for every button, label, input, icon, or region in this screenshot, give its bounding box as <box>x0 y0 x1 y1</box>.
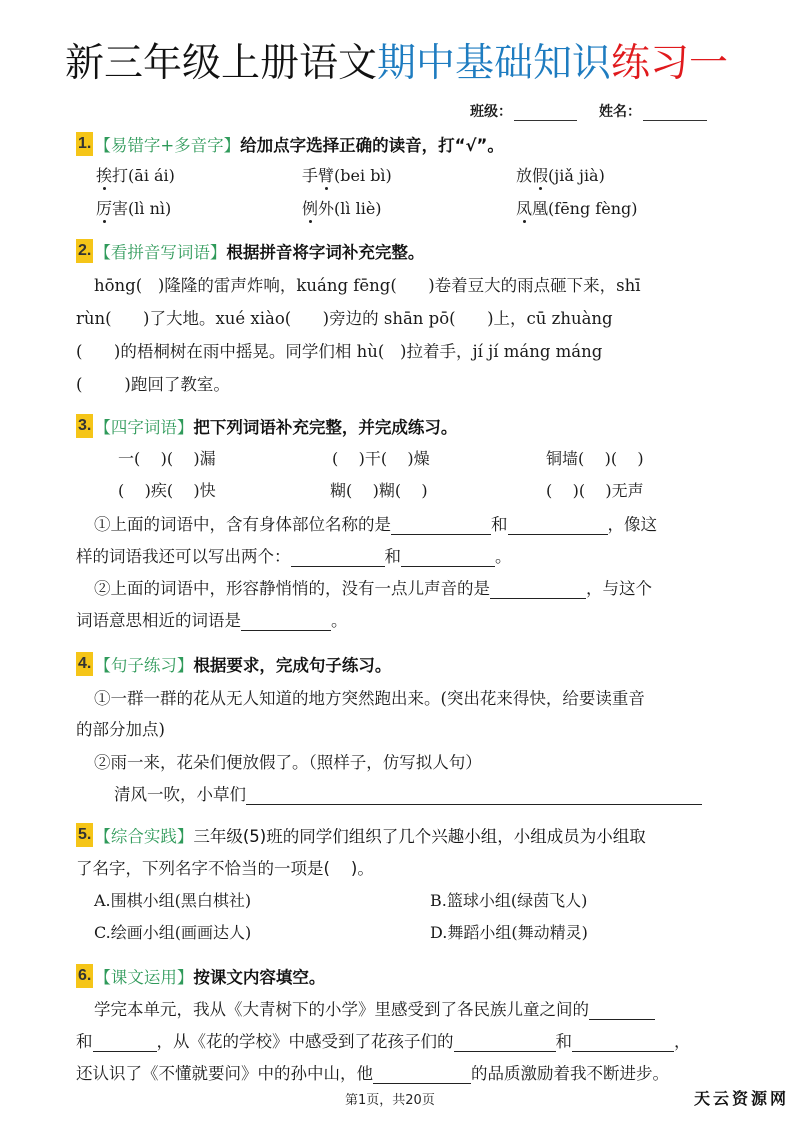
q2-line-2[interactable]: rùn( )了大地。xué xiào( )旁边的 shān pō( )上，cū zhuàng <box>76 309 613 328</box>
dotted-char: 例 <box>302 199 319 218</box>
dotted-char: 厉 <box>96 199 113 218</box>
question-number: 3. <box>76 414 93 438</box>
option-c[interactable]: C.绘画小组(画画达人) <box>94 923 252 942</box>
idiom-1[interactable]: 一( )( )漏 <box>118 449 216 468</box>
answer-blank[interactable] <box>589 1002 655 1020</box>
q2-line-4[interactable]: ( )跑回了教室。 <box>76 375 230 394</box>
question-header <box>76 651 721 677</box>
answer-blank[interactable] <box>401 549 495 567</box>
question-instruction: 给加点字选择正确的读音，打“√”。 <box>240 136 504 155</box>
q3-sub1-line2: 样的词语我还可以写出两个： 和 。 <box>76 547 512 566</box>
q3-sub2-line2: 词语意思相近的词语是 。 <box>76 611 348 630</box>
idiom-5[interactable]: 糊( )糊( ) <box>330 481 428 500</box>
dotted-char: 挨 <box>96 166 113 185</box>
option-d[interactable]: D.舞蹈小组(舞动精灵) <box>430 923 588 942</box>
idiom-2[interactable]: ( )干( )燥 <box>332 449 430 468</box>
answer-blank[interactable] <box>93 1034 157 1052</box>
q1-item-2: 手臂(bei bì) <box>302 166 392 185</box>
q4-sub2: ②雨一来，花朵们便放假了。（照样子，仿写拟人句） <box>94 753 482 772</box>
class-label: 班级： <box>470 104 512 120</box>
question-number: 5. <box>76 823 93 847</box>
idiom-3[interactable]: 铜墙( )( ) <box>546 449 644 468</box>
question-number: 4. <box>76 652 93 676</box>
q1-item-1: 挨打(āi ái) <box>96 166 175 185</box>
question-header <box>76 413 721 439</box>
question-tag: 【易错字+多音字】 <box>94 136 241 155</box>
option-b[interactable]: B.篮球小组(绿茵飞人) <box>430 891 588 910</box>
answer-blank[interactable] <box>246 787 702 805</box>
question-header <box>76 238 721 264</box>
pinyin-options[interactable]: (fēng fèng) <box>548 199 638 218</box>
pinyin-options[interactable]: (jiǎ jià) <box>548 166 605 185</box>
q3-sub2-line1: ②上面的词语中，形容静悄悄的，没有一点儿声音的是 ，与这个 <box>94 579 652 598</box>
q4-sub1-cont: 的部分加点) <box>76 720 165 739</box>
title-part-1: 新三年级上册语文 <box>64 41 377 86</box>
answer-blank[interactable] <box>391 517 491 535</box>
answer-blank[interactable] <box>373 1066 471 1084</box>
answer-blank[interactable] <box>490 581 586 599</box>
q4-sub2-answer: 清风一吹，小草们 <box>114 781 702 805</box>
class-field[interactable] <box>514 105 577 121</box>
question-instruction: 根据拼音将字词补充完整。 <box>226 243 425 262</box>
q1-item-5: 例外(lì liè) <box>302 199 382 218</box>
page-title <box>0 40 793 88</box>
q3-sub1-line1: ①上面的词语中，含有身体部位名称的是 和 ，像这 <box>94 515 657 534</box>
question-4 <box>76 651 721 677</box>
title-part-2: 期中基础知识 <box>376 41 611 86</box>
question-number: 6. <box>76 964 93 988</box>
question-instruction: 把下列词语补充完整，并完成练习。 <box>193 418 458 437</box>
question-5 <box>76 822 721 848</box>
question-tag: 【课文运用】 <box>94 968 194 987</box>
question-1 <box>76 131 721 157</box>
answer-blank[interactable] <box>291 549 385 567</box>
question-tag: 【综合实践】 <box>94 827 194 846</box>
question-header <box>76 131 721 157</box>
question-instruction: 按课文内容填空。 <box>193 968 326 987</box>
page-number: 第1页，共20页 <box>345 1093 435 1108</box>
q6-line-1: 学完本单元，我从《大青树下的小学》里感受到了各民族儿童之间的 <box>94 996 655 1020</box>
answer-blank[interactable] <box>454 1034 556 1052</box>
pinyin-options[interactable]: (āi ái) <box>128 166 175 185</box>
idiom-6[interactable]: ( )( )无声 <box>546 481 644 500</box>
q1-item-4: 厉害(lì nì) <box>96 199 172 218</box>
question-6 <box>76 963 721 989</box>
question-header <box>76 822 721 848</box>
pinyin-options[interactable]: (lì nì) <box>128 199 172 218</box>
dotted-char: 假 <box>532 166 549 185</box>
q6-line-2: 和 ，从《花的学校》中感受到了花孩子们的 和 ， <box>76 1032 691 1051</box>
q4-sub1: ①一群一群的花从无人知道的地方突然跑出来。(突出花来得快，给要读重音 <box>94 689 645 708</box>
q2-line-3[interactable]: ( )的梧桐树在雨中摇晃。同学们相 hù( )拉着手，jí jí máng máng <box>76 342 603 361</box>
name-field[interactable] <box>643 105 707 121</box>
answer-blank[interactable] <box>572 1034 674 1052</box>
pinyin-options[interactable]: (bei bì) <box>334 166 392 185</box>
question-instruction: 三年级(5)班的同学们组织了几个兴趣小组，小组成员为小组取 <box>193 827 646 846</box>
q5-instruction-cont[interactable]: 了名字，下列名字不恰当的一项是( )。 <box>76 859 374 878</box>
q2-line-1[interactable]: hōng( )隆隆的雷声炸响，kuáng fēng( )卷着豆大的雨点砸下来，shī <box>94 276 641 295</box>
q6-line-3: 还认识了《不懂就要问》中的孙中山，他 的品质激励着我不断进步。 <box>76 1064 669 1083</box>
question-tag: 【四字词语】 <box>94 418 194 437</box>
name-label: 姓名： <box>599 104 641 120</box>
dotted-char: 臂 <box>318 166 335 185</box>
question-instruction: 根据要求，完成句子练习。 <box>193 656 392 675</box>
question-tag: 【看拼音写词语】 <box>94 243 227 262</box>
question-tag: 【句子练习】 <box>94 656 194 675</box>
answer-blank[interactable] <box>241 613 331 631</box>
option-a[interactable]: A.围棋小组(黑白棋社) <box>94 891 252 910</box>
question-header <box>76 963 721 989</box>
question-3 <box>76 413 721 439</box>
q1-item-6: 凤凰(fēng fèng) <box>516 199 638 218</box>
title-part-3: 练习一 <box>611 41 729 86</box>
pinyin-options[interactable]: (lì liè) <box>334 199 382 218</box>
brand-watermark: 天云资源网 <box>694 1089 790 1108</box>
dotted-char: 凤 <box>516 199 533 218</box>
answer-blank[interactable] <box>508 517 608 535</box>
question-number: 1. <box>76 132 93 156</box>
question-number: 2. <box>76 239 93 263</box>
student-info <box>470 101 707 121</box>
question-2 <box>76 238 721 264</box>
q1-item-3: 放假(jiǎ jià) <box>516 166 605 185</box>
idiom-4[interactable]: ( )疾( )快 <box>118 481 216 500</box>
